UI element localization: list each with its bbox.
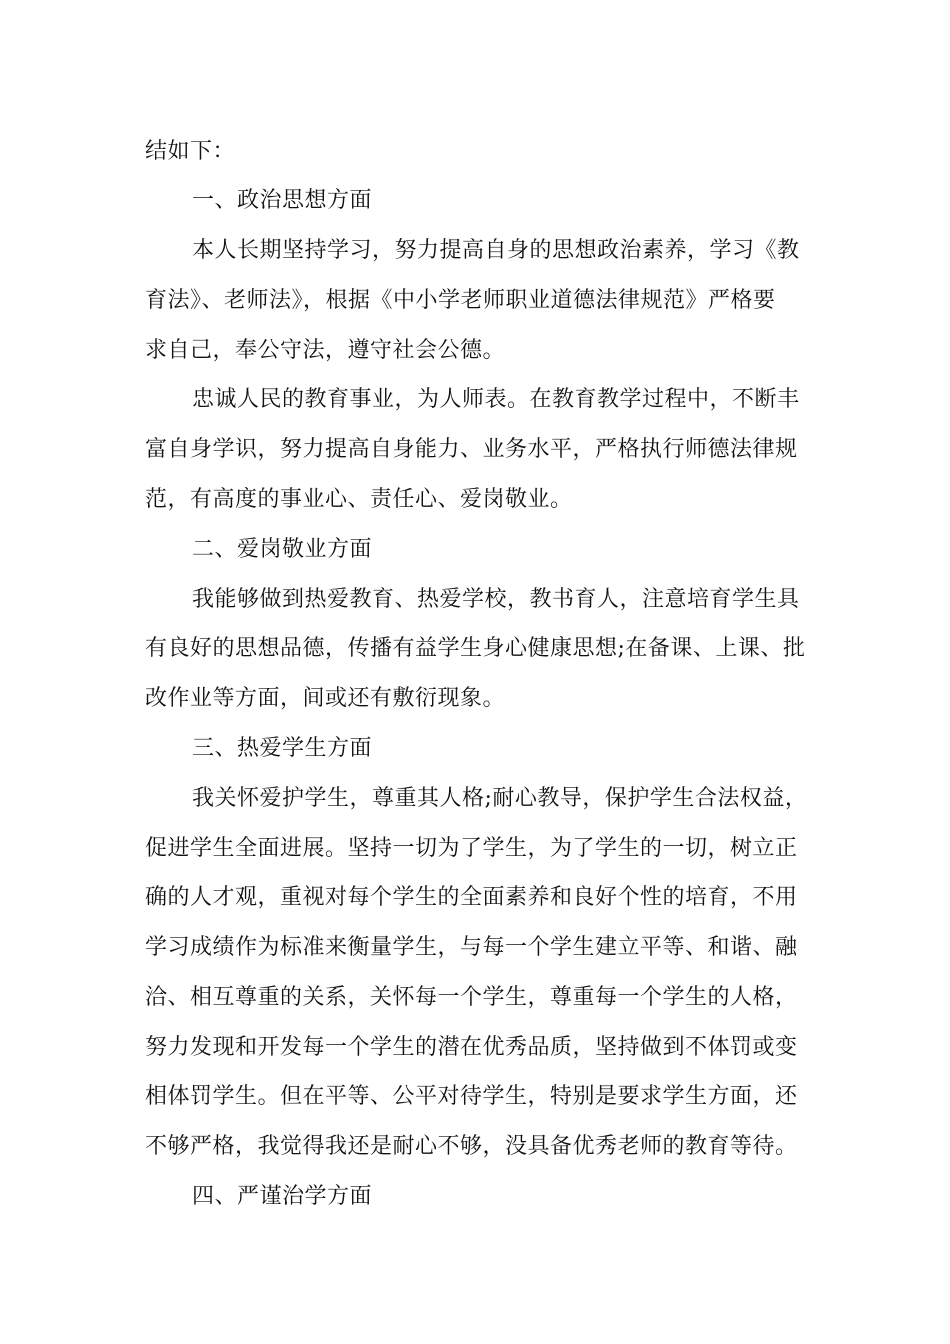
paragraph-line: 本人长期坚持学习，努力提高自身的思想政治素养，学习《教 [192,238,800,263]
paragraph-line: 范，有高度的事业心、责任心、爱岗敬业。 [145,487,573,512]
paragraph-line: 确的人才观，重视对每个学生的全面素养和良好个性的培育，不用 [145,885,798,910]
paragraph-line: 不够严格，我觉得我还是耐心不够，没具备优秀老师的教育等待。 [145,1134,798,1159]
paragraph-line: 有良好的思想品德，传播有益学生身心健康思想;在备课、上课、批 [145,636,806,661]
paragraph-line: 富自身学识，努力提高自身能力、业务水平，严格执行师德法律规 [145,437,798,462]
paragraph-line: 学习成绩作为标准来衡量学生，与每一个学生建立平等、和谐、融 [145,935,798,960]
paragraph-line: 我关怀爱护学生，尊重其人格;耐心教导，保护学生合法权益， [192,786,808,811]
paragraph-line: 我能够做到热爱教育、热爱学校，教书育人，注意培育学生具 [192,587,800,612]
section-heading-students: 三、热爱学生方面 [192,736,373,761]
section-heading-political: 一、政治思想方面 [192,188,373,213]
paragraph-line: 求自己，奉公守法，遵守社会公德。 [145,338,506,363]
paragraph-line: 相体罚学生。但在平等、公平对待学生，特别是要求学生方面，还 [145,1084,798,1109]
paragraph-line: 忠诚人民的教育事业，为人师表。在教育教学过程中，不断丰 [192,387,800,412]
paragraph-line: 育法》、老师法》，根据《中小学老师职业道德法律规范》严格要 [145,288,776,313]
paragraph-line: 促进学生全面进展。坚持一切为了学生，为了学生的一切，树立正 [145,836,798,861]
section-heading-scholarship: 四、严谨治学方面 [192,1184,373,1209]
paragraph-line: 洽、相互尊重的关系，关怀每一个学生，尊重每一个学生的人格， [145,985,798,1010]
text-line-continuation: 结如下： [145,139,236,164]
paragraph-line: 改作业等方面，间或还有敷衍现象。 [145,686,506,711]
section-heading-dedication: 二、爱岗敬业方面 [192,537,373,562]
paragraph-line: 努力发现和开发每一个学生的潜在优秀品质，坚持做到不体罚或变 [145,1035,798,1060]
